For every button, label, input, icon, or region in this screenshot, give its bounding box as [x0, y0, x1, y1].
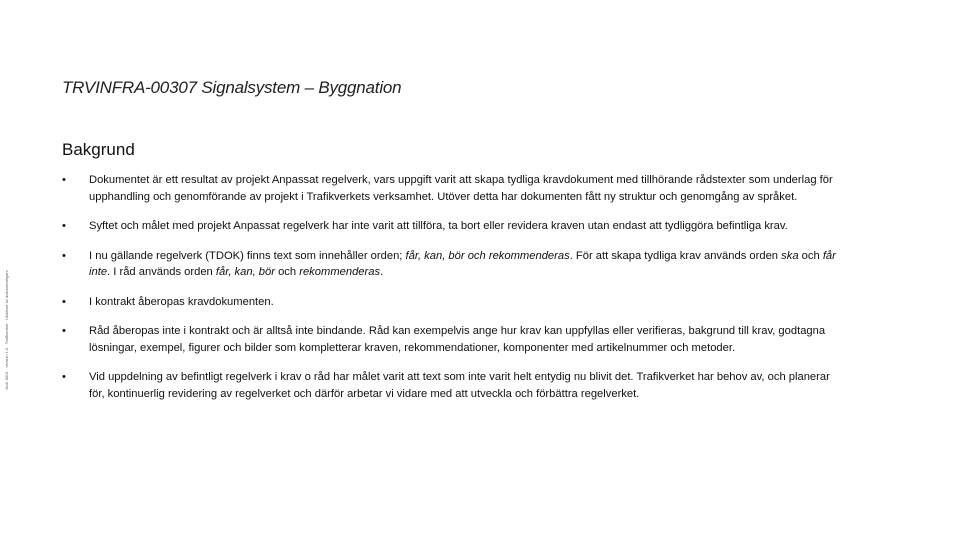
bullet-icon: • — [62, 174, 66, 186]
bullet-text-emphasis: ska — [781, 249, 799, 262]
bullet-icon: • — [62, 249, 66, 262]
bullet-icon: • — [62, 295, 66, 308]
bullet-item — [62, 369, 842, 402]
bullet-item — [62, 323, 842, 356]
bullet-icon: • — [62, 325, 66, 337]
bullet-text-part: . I råd används orden — [107, 266, 216, 278]
bullet-text-emphasis: får, kan, bör och rekommenderas — [405, 249, 570, 262]
bullet-text-emphasis: får inte — [89, 249, 836, 278]
bullet-text: Råd åberopas inte i kontrakt och är alltså inte bindande. Råd kan exempelvis ange hur krav kan uppfyllas eller verifieras, bakgrund till krav, godtagna lösningar, exempel, figurer och bilder som kompletterar kraven, rekommendationer, komponenter med artikelnummer och metoder. — [89, 325, 826, 354]
bullet-text: Syftet och målet med projekt Anpassat regelverk har inte varit att tillföra, ta bort eller revidera kraven utan endast att tydliggöra befintliga krav. — [89, 220, 788, 232]
bullet-text: Dokumentet är ett resultat av projekt Anpassat regelverk, vars uppgift varit att skapa tydliga kravdokument med tillhörande rådstexter som underlag för upphandling och genomförande av projekt i Trafikverkets verksamhet. Utöver detta har dokumenten fått ny struktur och genomgång av språket. — [89, 174, 833, 203]
bullet-text-part: och — [274, 266, 300, 278]
document-title: TRVINFRA-00307 Signalsystem – Byggnation — [62, 78, 402, 97]
bullet-item — [62, 248, 842, 281]
bullet-text-part: I nu gällande regelverk (TDOK) finns text som innehåller orden; — [89, 249, 406, 262]
bullet-text-part: . — [380, 266, 384, 278]
bullet-icon: • — [62, 371, 66, 383]
bullet-text-emphasis: får, kan, bör — [215, 266, 275, 278]
bullet-icon: • — [62, 220, 66, 232]
bullet-text-part: och — [798, 249, 823, 262]
bullet-item — [62, 172, 842, 205]
bullet-text-emphasis: rekommenderas — [299, 266, 381, 278]
section-heading: Bakgrund — [62, 140, 135, 159]
bullet-text: Vid uppdelning av befintligt regelverk i krav o råd har målet varit att text som inte varit helt entydig nu blivit det. Trafikverket har behov av, och planerar för, kontinuerlig revidering av regelverket och därför arbetar vi vidare med att utveckla och förbättra regelverket. — [89, 371, 830, 400]
background-bullet-list — [62, 172, 842, 410]
bullet-text: I kontrakt åberopas kravdokumenten. — [89, 295, 274, 308]
side-note-text: Mall: 8001 · Version 1.0 · Trafikverket · Utskrivet av dokumentägare — [4, 270, 9, 390]
bullet-text — [89, 250, 836, 279]
bullet-text-part: . För att skapa tydliga krav används orden — [569, 249, 782, 262]
bullet-item — [62, 294, 842, 311]
bullet-item — [62, 218, 842, 235]
